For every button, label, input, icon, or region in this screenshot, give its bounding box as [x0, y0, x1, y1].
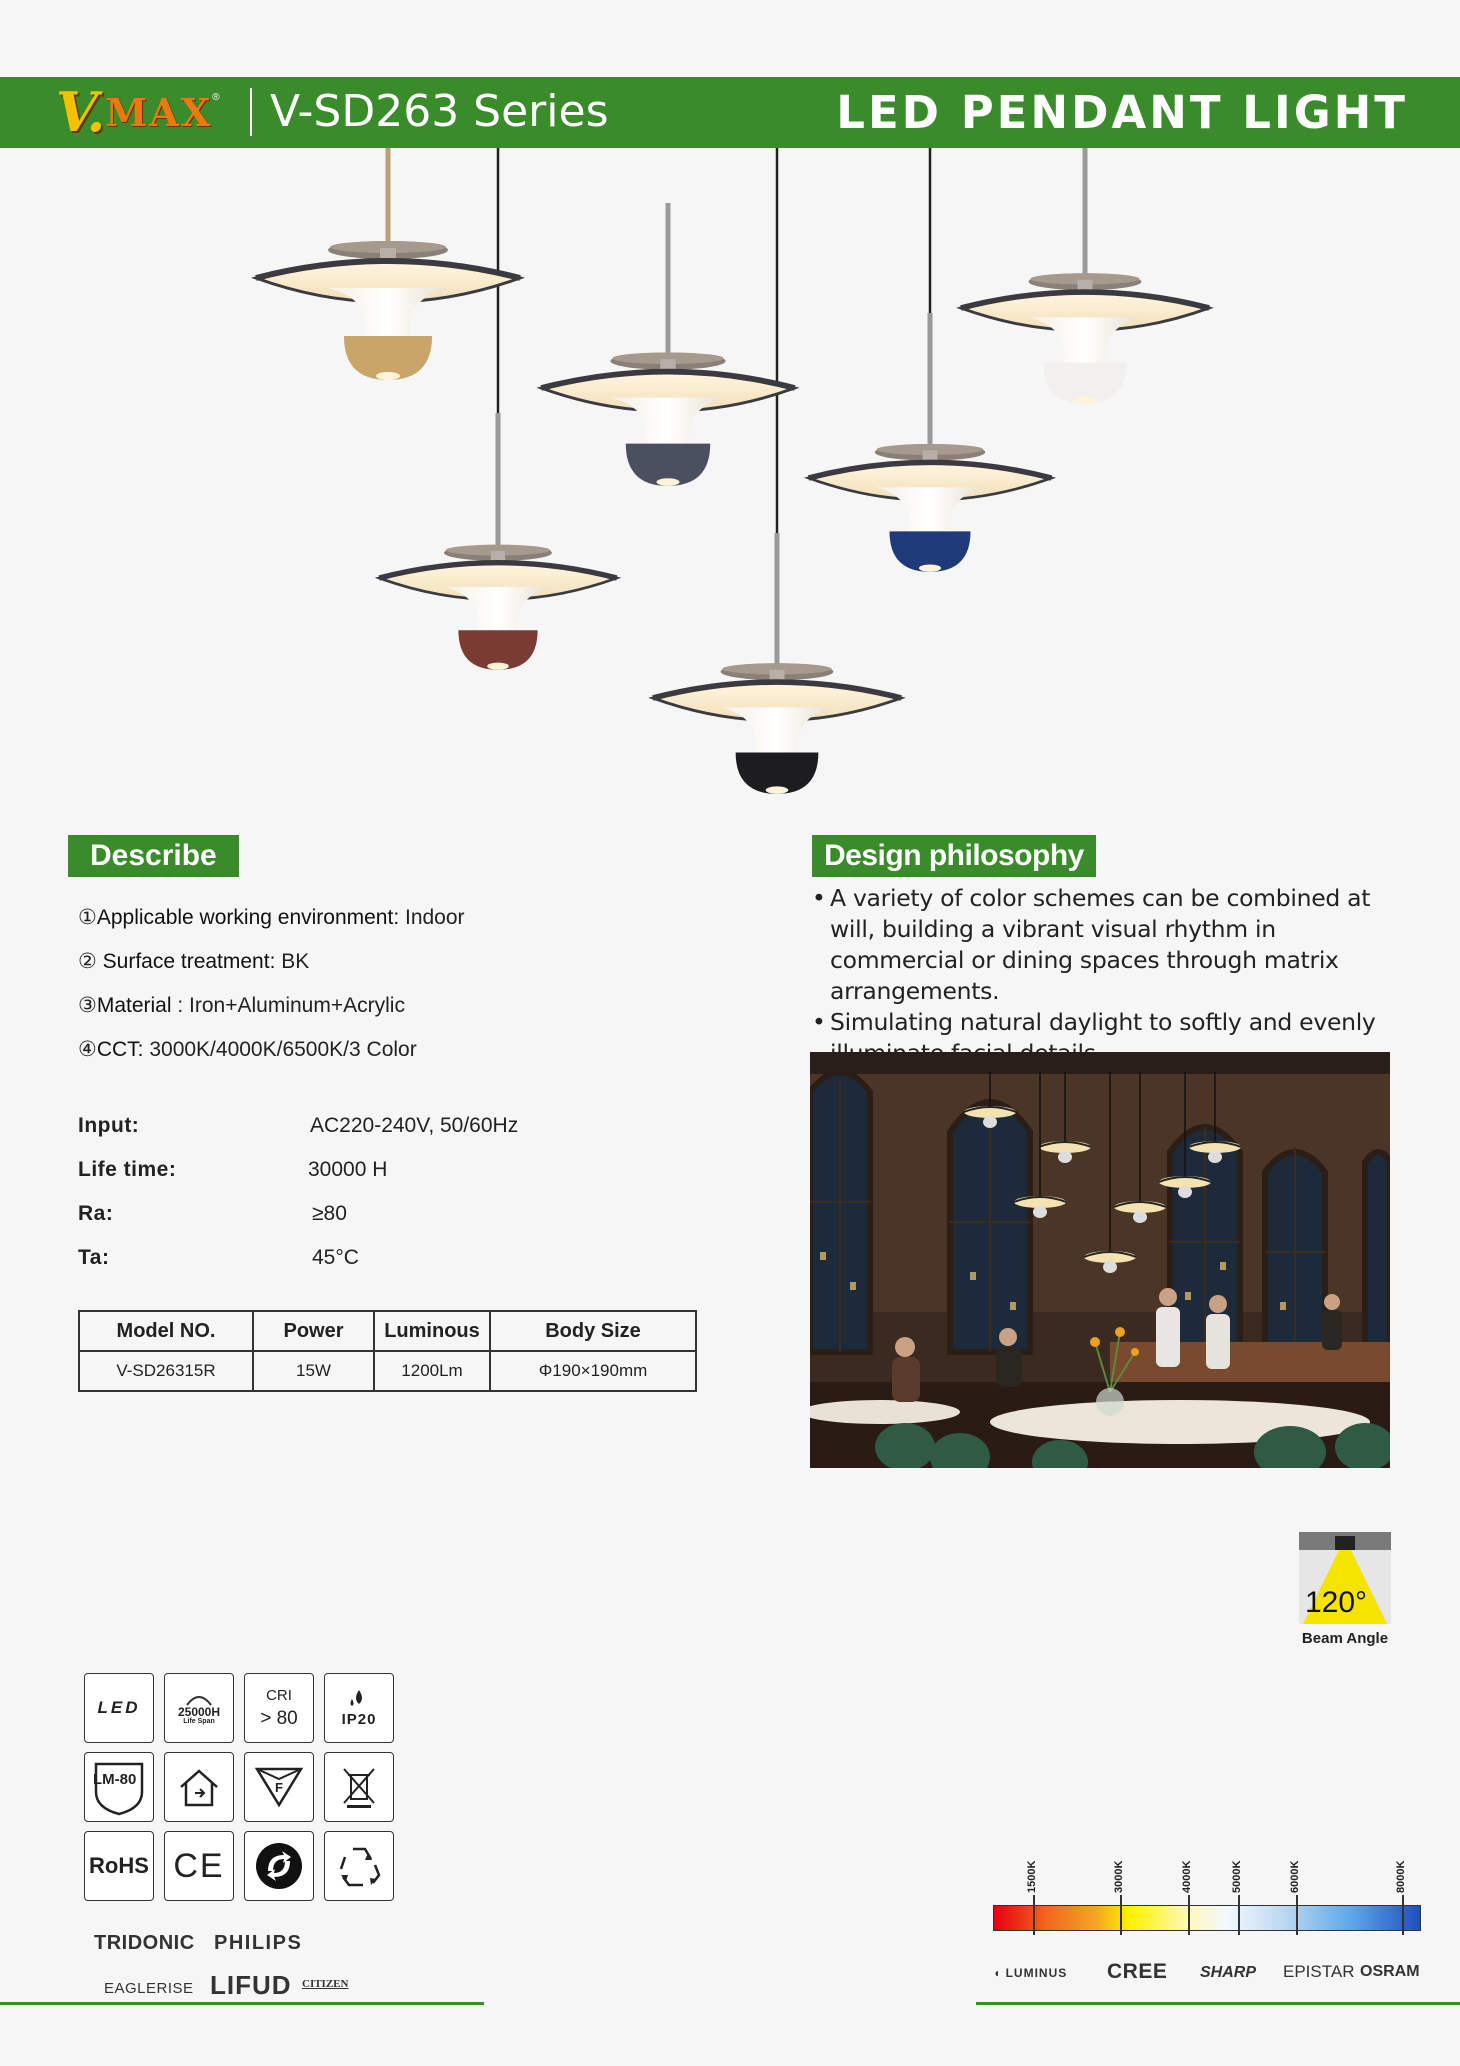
pendant-lamps-illustration	[0, 148, 1460, 828]
spec-environment	[78, 905, 465, 930]
series-title: V-SD263 Series	[270, 86, 609, 137]
brand-osram: OSRAM	[1360, 1963, 1420, 1980]
cct-tick	[1296, 1895, 1298, 1935]
table-cell-model: V-SD26315R	[79, 1351, 253, 1391]
vmax-logo	[56, 80, 220, 144]
house-glyph	[175, 1765, 223, 1809]
param-ta-label: Ta:	[78, 1246, 110, 1269]
lifespan-caption: Life Span	[183, 1717, 215, 1725]
restaurant-scene-photo	[810, 1052, 1390, 1468]
brand-lifud: LIFUD	[210, 1970, 292, 2000]
beam-angle-value: 120°	[1305, 1586, 1368, 1619]
spec-surface	[78, 949, 309, 974]
logo-registered: ®	[212, 92, 220, 103]
table-header: Power	[253, 1311, 374, 1351]
green-dot-glyph	[254, 1841, 304, 1891]
spec-number: ④	[78, 1038, 97, 1061]
param-ta-value: 45°C	[312, 1246, 359, 1269]
design-bullet: • Simulating natural daylight to softly and evenly	[812, 1007, 1412, 1069]
design-philosophy-heading: Design philosophy	[812, 835, 1096, 877]
table-header: Model NO.	[79, 1311, 253, 1351]
water-drops-icon	[346, 1689, 372, 1711]
brand-sharp: SHARP	[1200, 1964, 1257, 1981]
cct-color-bar	[993, 1905, 1421, 1931]
lifespan-hours: 25000H	[177, 1704, 221, 1719]
cct-label: 8000K	[1395, 1860, 1407, 1893]
led-label: LED	[97, 1698, 141, 1717]
cri-icon	[244, 1673, 314, 1743]
param-ra-value: ≥80	[312, 1202, 347, 1225]
table-row	[79, 1351, 696, 1391]
weee-bin-icon	[324, 1752, 394, 1822]
pendant-lamp	[809, 313, 1052, 572]
cri-value: > 80	[260, 1707, 298, 1729]
lm80-icon	[84, 1752, 154, 1822]
brand-cree: CREE	[1107, 1960, 1168, 1983]
spec-number: ③	[78, 994, 97, 1017]
cct-tick	[1238, 1895, 1240, 1935]
pendant-lamp	[541, 203, 794, 486]
describe-heading: Describe	[68, 835, 239, 877]
recycle-icon	[324, 1831, 394, 1901]
cri-label: CRI	[266, 1686, 292, 1704]
indoor-house-icon	[164, 1752, 234, 1822]
header-divider	[250, 88, 252, 136]
pendant-lamp	[961, 148, 1209, 404]
cct-label: 5000K	[1231, 1860, 1243, 1893]
lm80-label: LM-80	[93, 1771, 137, 1788]
cct-label: 1500K	[1026, 1860, 1038, 1893]
spec-table	[78, 1310, 697, 1392]
spec-material	[78, 993, 405, 1018]
ip-rating: IP20	[341, 1710, 377, 1728]
param-lifetime-label: Life time:	[78, 1158, 177, 1181]
ce-icon	[164, 1831, 234, 1901]
param-lifetime-value: 30000 H	[308, 1158, 388, 1181]
param-input-label: Input:	[78, 1114, 140, 1137]
rohs-icon	[84, 1831, 154, 1901]
bottom-left-rule	[0, 2002, 484, 2005]
spec-cct	[78, 1037, 417, 1062]
spec-label: Applicable working environment:	[96, 906, 400, 929]
brand-epistar: EPISTAR	[1283, 1962, 1355, 1981]
ip20-icon	[324, 1673, 394, 1743]
cct-label: 4000K	[1181, 1860, 1193, 1893]
led-icon	[84, 1673, 154, 1743]
param-ra-label: Ra:	[78, 1202, 114, 1225]
pendant-lamp	[379, 413, 617, 670]
lifespan-icon	[164, 1673, 234, 1743]
brand-tridonic: TRIDONIC	[94, 1932, 195, 1954]
spec-number: ②	[78, 950, 97, 973]
beam-angle-label: Beam Angle	[1301, 1630, 1389, 1647]
design-bullet-list	[812, 883, 1412, 1069]
bottom-right-rule	[976, 2002, 1460, 2005]
spec-value: BK	[275, 950, 310, 973]
ce-label: CE	[173, 1846, 225, 1885]
table-header: Body Size	[490, 1311, 696, 1351]
brand-luminus: ◖ LUMINUS	[993, 1966, 1068, 1980]
f-mark-icon	[244, 1752, 314, 1822]
brand-luminus-label: LUMINUS	[1005, 1966, 1068, 1980]
cct-tick	[1120, 1895, 1122, 1935]
logo-max: MAX	[105, 89, 213, 135]
pendant-lamp	[256, 148, 520, 380]
spec-value: Indoor	[399, 906, 465, 929]
table-cell-size: Φ190×190mm	[490, 1351, 696, 1391]
cct-label: 6000K	[1289, 1860, 1301, 1893]
rohs-label: RoHS	[89, 1853, 149, 1878]
brand-eaglerise: EAGLERISE	[104, 1980, 194, 1997]
pendant-lamp	[653, 533, 901, 794]
table-header: Luminous	[374, 1311, 490, 1351]
spec-label: CCT:	[96, 1038, 144, 1061]
crossed-bin-glyph	[339, 1765, 379, 1809]
table-cell-luminous: 1200Lm	[374, 1351, 490, 1391]
recycle-glyph	[335, 1843, 383, 1889]
table-cell-power: 15W	[253, 1351, 374, 1391]
brand-philips: PHILIPS	[214, 1932, 303, 1954]
hourglass-arc-icon	[184, 1692, 214, 1706]
product-type-title: LED PENDANT LIGHT	[836, 86, 1408, 139]
design-bullet: • A variety of color schemes can be combined at will, building a vibrant visual rhythm in commercial or dining spaces through matrix arrangements.	[812, 883, 1412, 1007]
brand-citizen: CITIZEN	[302, 1978, 349, 1990]
table-header-row	[79, 1311, 696, 1351]
spec-value: : Iron+Aluminum+Acrylic	[171, 994, 405, 1017]
cct-label: 3000K	[1113, 1860, 1125, 1893]
spec-label: Surface treatment:	[96, 950, 276, 973]
cct-tick	[1033, 1895, 1035, 1935]
param-input-value: AC220-240V, 50/60Hz	[310, 1114, 519, 1137]
spec-label: Material	[96, 994, 172, 1017]
f-mark-letter: F	[275, 1780, 283, 1795]
cct-tick	[1402, 1895, 1404, 1935]
logo-v: V.	[56, 80, 104, 144]
spec-number: ①	[78, 906, 97, 929]
green-dot-icon	[244, 1831, 314, 1901]
cct-tick	[1188, 1895, 1190, 1935]
spec-value: 3000K/4000K/6500K/3 Color	[143, 1038, 417, 1061]
